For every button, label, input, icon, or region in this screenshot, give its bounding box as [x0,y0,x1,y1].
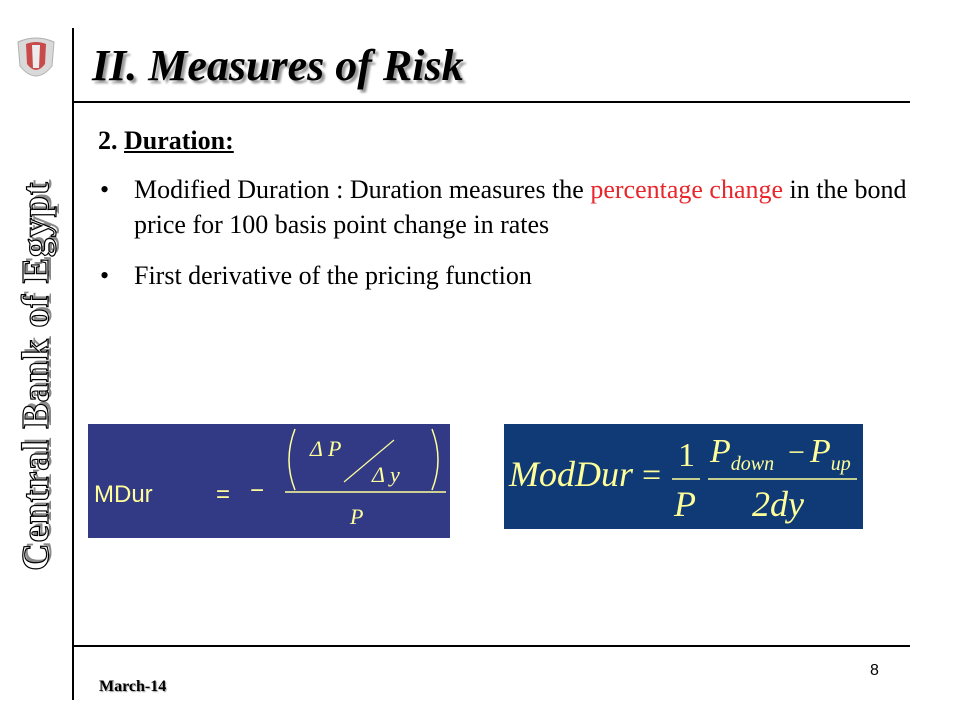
numerator-one: 1 [678,437,695,474]
slide-title: II. Measures of Risk [92,41,464,90]
bullet-text-end: in the bond price for 100 basis point change in rates [134,175,907,239]
section-number: 2. [98,126,118,155]
bullet-text-start: Modified Duration : Duration measures the [134,175,591,204]
highlighted-term: percentage change [590,175,784,204]
bullet-marker: • [100,175,110,204]
p-up: $P_{up}$ [810,433,851,475]
bullet-list [100,172,910,309]
right-paren [432,429,438,490]
bullet-marker: • [100,261,110,290]
formula-lhs: ModDur [509,454,633,494]
title-divider [74,101,910,103]
organization-name: Central Bank of Egypt [15,181,57,571]
equals-sign: = [216,481,231,508]
vertical-divider [72,28,74,700]
formula-denominator: 2dy [752,484,804,524]
page-number: 8 [870,662,879,679]
minus-sign: − [788,436,805,469]
equals-sign: = [642,457,662,494]
minus-sign: − [250,477,265,504]
formula-denominator: P [350,504,364,529]
delta-y: Δ y [372,462,400,487]
list-item [100,172,910,242]
section-title: Duration: [124,126,234,155]
section-heading [98,126,234,156]
mdur-formula [88,424,450,538]
delta-p: Δ P [310,436,342,461]
formula-lhs: MDur [94,481,153,508]
moddur-formula [504,424,863,529]
denominator-p: P [674,484,696,524]
footer-date: March-14 [99,678,167,695]
list-item [100,258,910,293]
p-down: $P_{down}$ [710,433,775,475]
left-paren [289,429,295,490]
bank-logo-icon [14,36,58,84]
footer-divider [74,645,910,647]
bullet-text: First derivative of the pricing function [134,261,532,290]
